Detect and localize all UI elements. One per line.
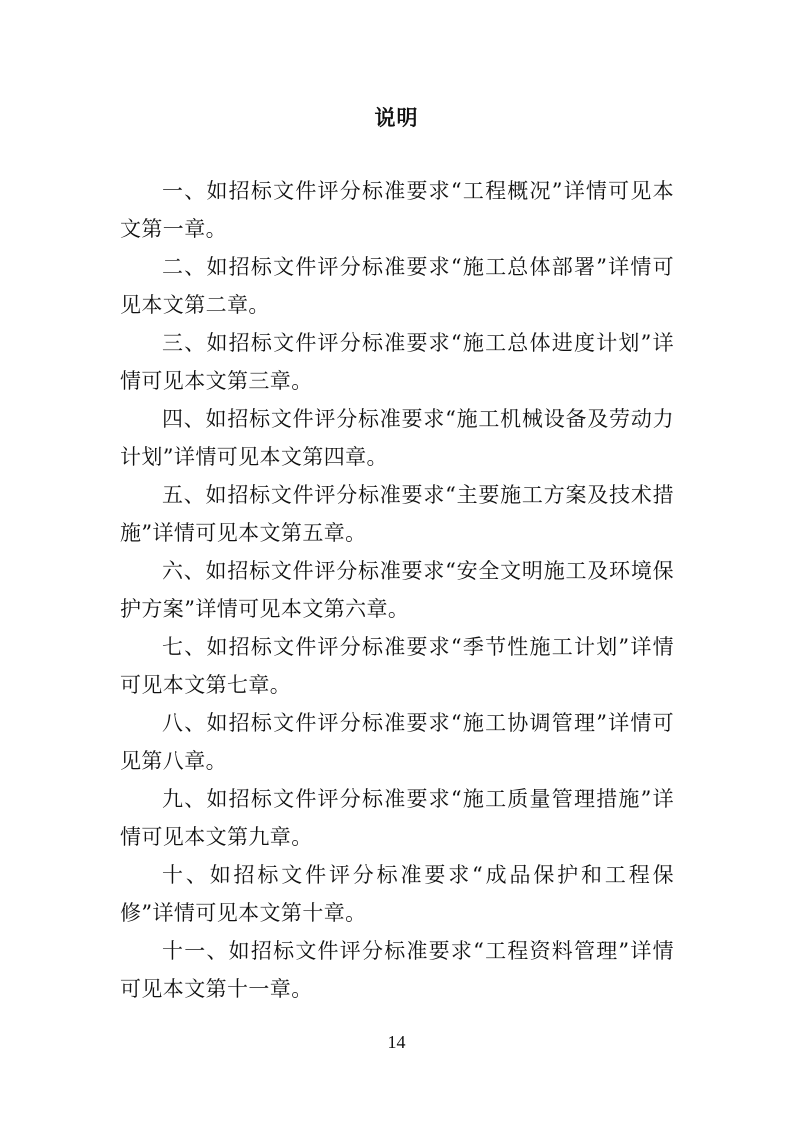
paragraph-1: 一、如招标文件评分标准要求“工程概况”详情可见本文第一章。 [120, 179, 674, 241]
paragraph-9: 九、如招标文件评分标准要求“施工质量管理措施”详情可见本文第九章。 [120, 787, 674, 849]
paragraph-4: 四、如招标文件评分标准要求“施工机械设备及劳动力计划”详情可见本文第四章。 [120, 407, 674, 469]
paragraph-8: 八、如招标文件评分标准要求“施工协调管理”详情可见第八章。 [120, 711, 674, 773]
paragraph-10: 十、如招标文件评分标准要求“成品保护和工程保修”详情可见本文第十章。 [120, 863, 674, 925]
paragraph-2: 二、如招标文件评分标准要求“施工总体部署”详情可见本文第二章。 [120, 255, 674, 317]
paragraph-6: 六、如招标文件评分标准要求“安全文明施工及环境保护方案”详情可见本文第六章。 [120, 559, 674, 621]
paragraph-11: 十一、如招标文件评分标准要求“工程资料管理”详情可见本文第十一章。 [120, 939, 674, 1001]
paragraph-7: 七、如招标文件评分标准要求“季节性施工计划”详情可见本文第七章。 [120, 635, 674, 697]
page-number: 14 [387, 1032, 406, 1052]
paragraph-5: 五、如招标文件评分标准要求“主要施工方案及技术措施”详情可见本文第五章。 [120, 483, 674, 545]
document-body [120, 172, 674, 1008]
paragraph-3: 三、如招标文件评分标准要求“施工总体进度计划”详情可见本文第三章。 [120, 331, 674, 393]
page-title: 说明 [374, 106, 419, 130]
